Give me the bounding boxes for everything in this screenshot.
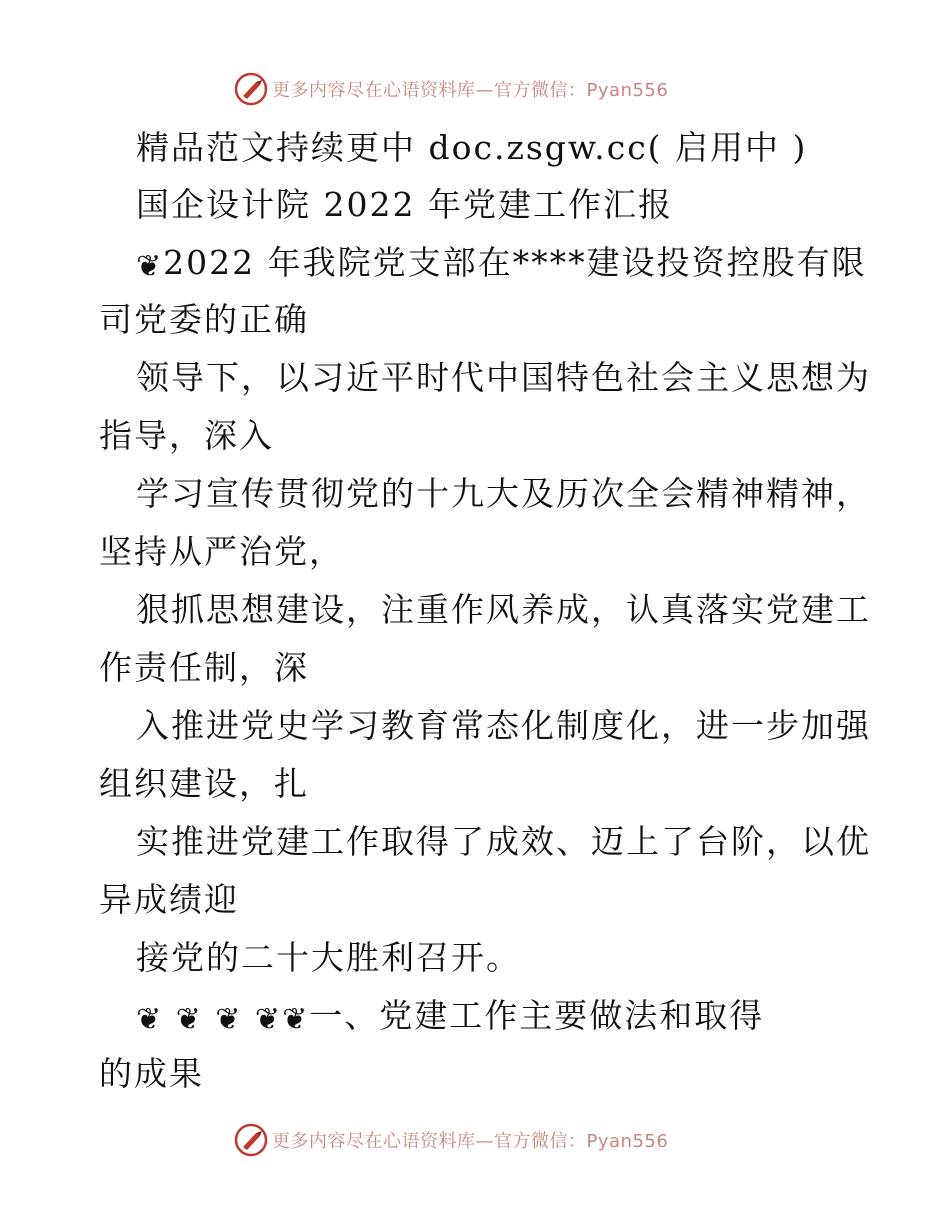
doc-line-4: 司党委的正确 (99, 300, 309, 339)
doc-line-14: 异成绩迎 (99, 880, 239, 919)
doc-line-5: 领导下，以习近平时代中国特色社会主义思想为 (136, 358, 871, 397)
brand-logo-icon (234, 1123, 268, 1157)
fleuron-icon: ❦ (136, 1002, 164, 1037)
doc-line-11: 入推进党史学习教育常态化制度化，进一步加强 (136, 706, 871, 745)
fleuron-icon: ❦ (175, 1002, 203, 1037)
doc-line-6: 指导，深入 (99, 416, 274, 455)
brand-logo-icon (234, 72, 268, 106)
doc-line-3: ❦2022 年我院党支部在****建设投资控股有限 (136, 243, 867, 283)
doc-line-8: 坚持从严治党， (99, 532, 344, 571)
doc-line-15: 接党的二十大胜利召开。 (136, 938, 521, 977)
doc-line-13: 实推进党建工作取得了成效、迈上了台阶，以优 (136, 822, 871, 861)
doc-line-1: 精品范文持续更中 doc.zsgw.cc( 启用中 ) (136, 128, 808, 167)
doc-line-10: 作责任制，深 (99, 648, 309, 687)
doc-line-17: 的成果 (99, 1054, 204, 1093)
fleuron-icon: ❦ (254, 1002, 283, 1037)
header-banner-text: 更多内容尽在心语资料库—官方微信：Pyan556 (272, 80, 669, 101)
footer-banner (234, 1123, 668, 1157)
doc-line-2: 国企设计院 2022 年党建工作汇报 (136, 185, 673, 224)
doc-line-16: ❦ ❦ ❦ ❦❦一、党建工作主要做法和取得 (136, 996, 764, 1036)
header-banner (234, 72, 668, 106)
fleuron-icon: ❦ (282, 1002, 310, 1037)
doc-line-7: 学习宣传贯彻党的十九大及历次全会精神精神， (136, 474, 871, 513)
fleuron-icon: ❦ (136, 249, 164, 284)
doc-line-9: 狠抓思想建设，注重作风养成，认真落实党建工 (136, 590, 871, 629)
doc-line-12: 组织建设，扎 (99, 764, 309, 803)
footer-banner-text: 更多内容尽在心语资料库—官方微信：Pyan556 (272, 1131, 669, 1152)
fleuron-icon: ❦ (215, 1002, 243, 1037)
